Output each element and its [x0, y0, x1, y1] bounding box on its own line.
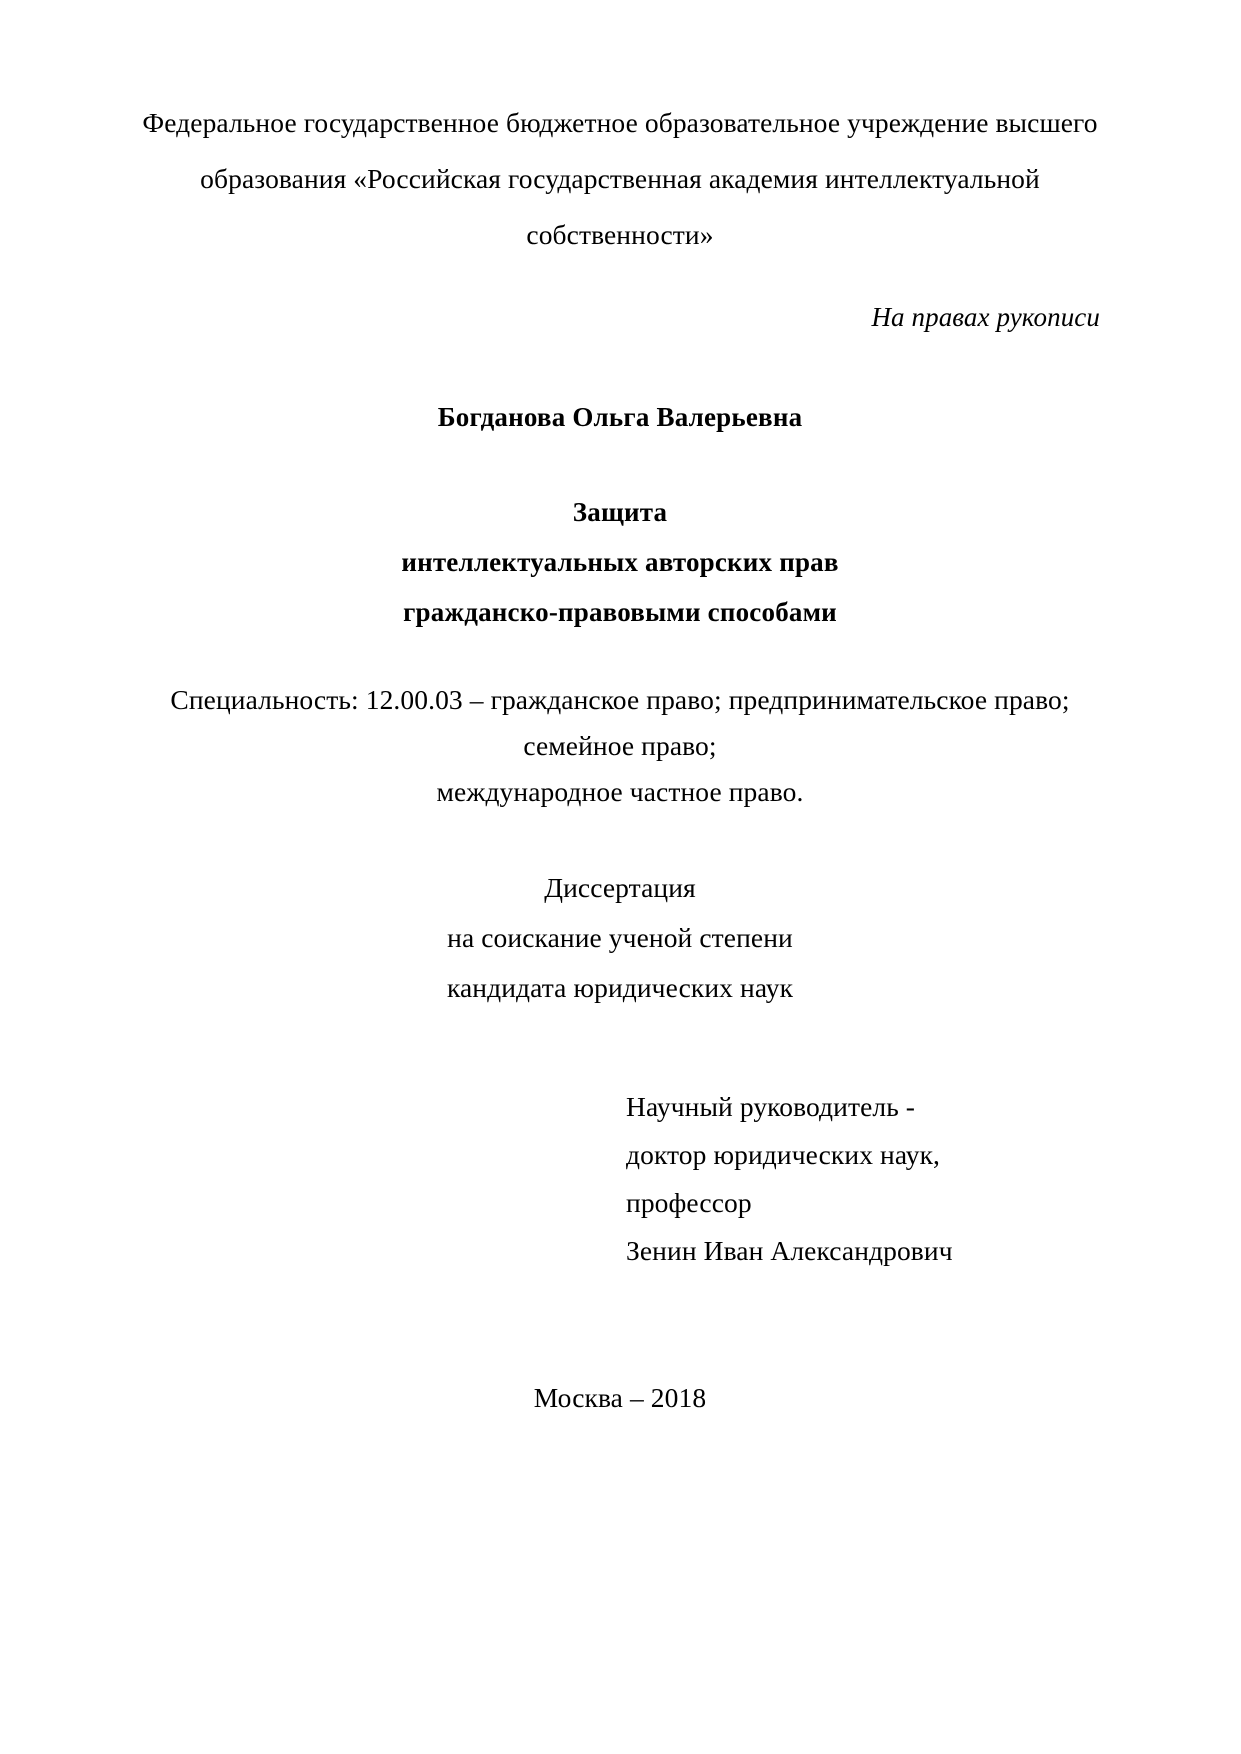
specialty-line-1: Специальность: 12.00.03 – гражданское право; предпринимательское право;	[170, 684, 1070, 715]
institution-line-2: образования «Российская государственная академия интеллектуальной	[200, 163, 1040, 194]
dissertation-title-line-1: Защита	[572, 497, 668, 527]
supervisor-block	[626, 1083, 1100, 1275]
institution-block	[140, 95, 1100, 263]
degree-line-2: на соискание ученой степени	[447, 922, 793, 953]
supervisor-degree: доктор юридических наук,	[626, 1139, 941, 1170]
specialty-line-2: семейное право;	[523, 730, 717, 761]
footer-block	[140, 1375, 1100, 1421]
degree-line-3: кандидата юридических наук	[446, 972, 794, 1003]
place-and-year: Москва – 2018	[533, 1382, 707, 1413]
supervisor-rank: профессор	[626, 1187, 752, 1218]
specialty-block	[140, 677, 1100, 815]
author-name: Богданова Ольга Валерьевна	[437, 402, 803, 432]
manuscript-rights-block	[140, 289, 1100, 345]
dissertation-title-line-2: интеллектуальных авторских прав	[401, 547, 839, 577]
author-block	[140, 389, 1100, 445]
dissertation-title-line-3: гражданско-правовыми способами	[403, 597, 837, 627]
supervisor-role-label: Научный руководитель -	[626, 1091, 916, 1122]
dissertation-title-block	[140, 487, 1100, 637]
supervisor-name: Зенин Иван Александрович	[626, 1235, 953, 1266]
degree-line-1: Диссертация	[544, 872, 696, 903]
degree-block	[140, 863, 1100, 1013]
page-content	[140, 0, 1100, 1754]
institution-line-3: собственности»	[526, 219, 714, 250]
institution-line-1: Федеральное государственное бюджетное образовательное учреждение высшего	[142, 107, 1098, 138]
specialty-line-3: международное частное право.	[436, 776, 804, 807]
manuscript-rights-text: На правах рукописи	[871, 302, 1100, 332]
